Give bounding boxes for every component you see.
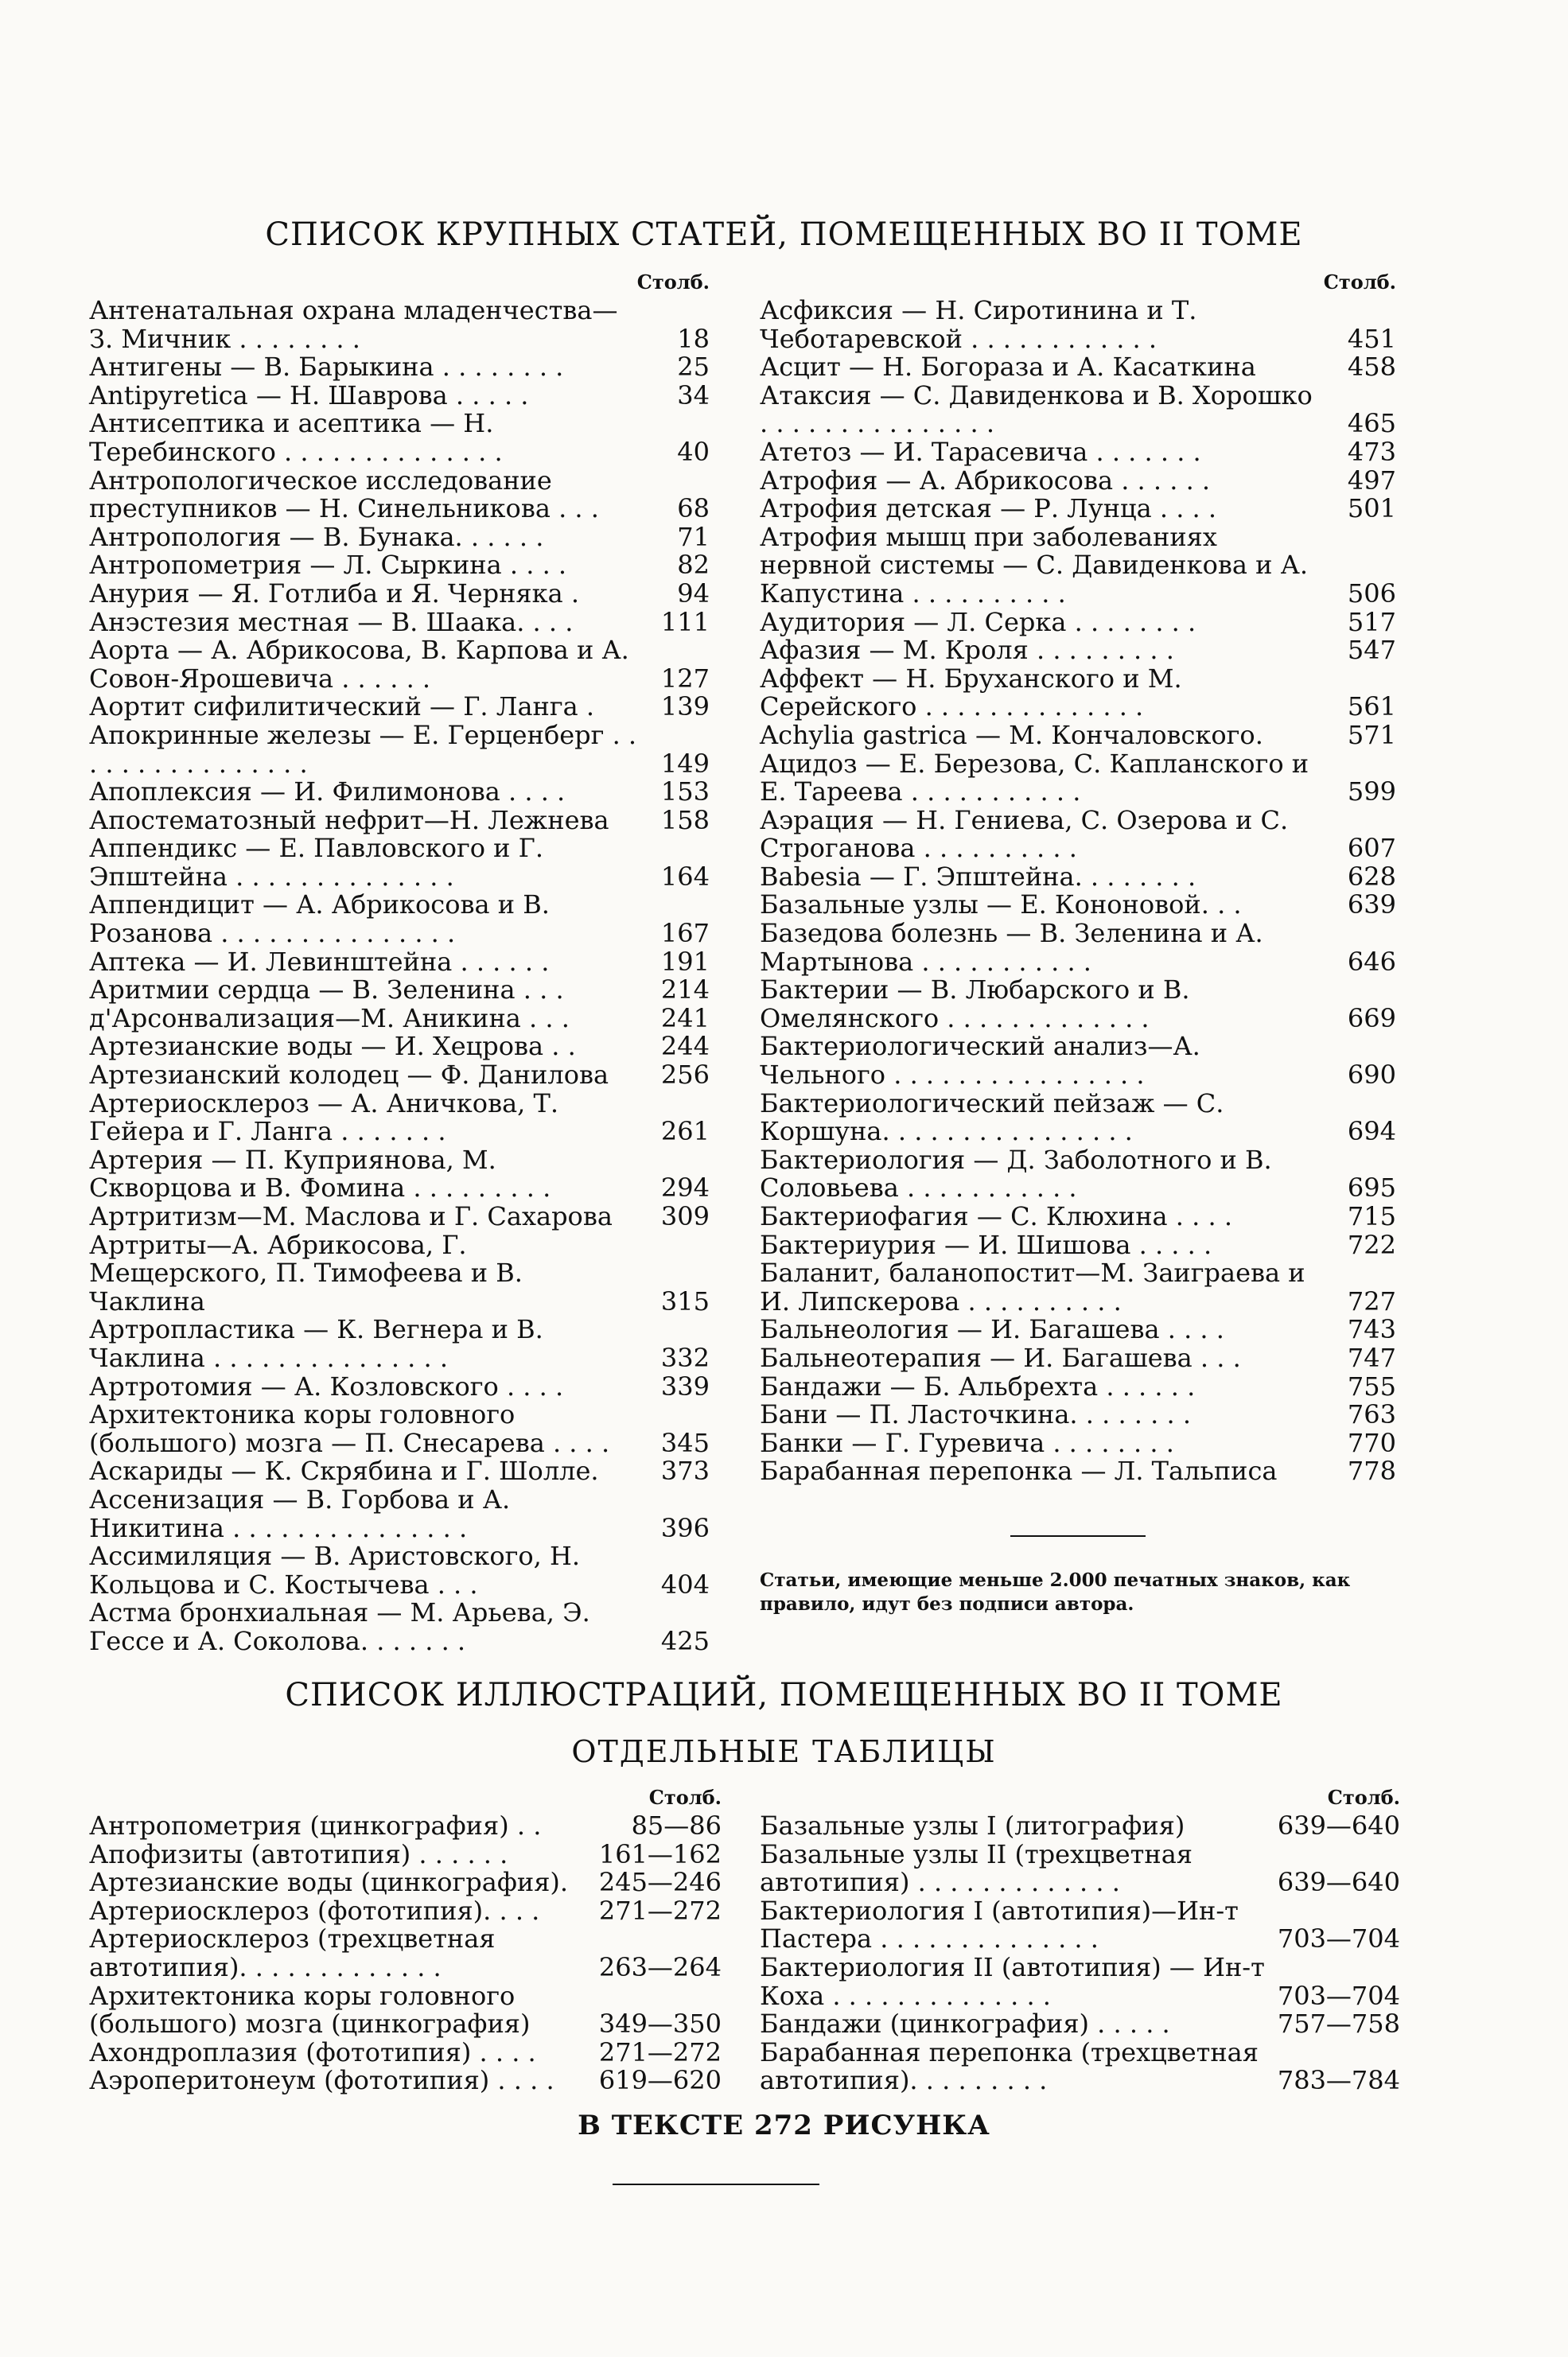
column-number: 639—640 — [1277, 1811, 1400, 1841]
list-item — [89, 297, 710, 353]
column-number: 164 — [660, 861, 710, 892]
entry-title: Бактерии — В. Любарского и В. Омелянского . . . . . . . . . . . . . — [760, 974, 1190, 1033]
list-item — [760, 750, 1396, 807]
list-item — [89, 2067, 722, 2095]
entry-title: Барабанная перепонка (трехцветная автотипия). . . . . . . . . — [760, 2036, 1259, 2096]
list-item — [89, 580, 710, 609]
column-number: 139 — [660, 691, 710, 722]
entry-title: Базальные узлы I (литография) — [760, 1811, 1185, 1841]
entry-title: Артротомия — А. Козловского . . . . — [89, 1371, 564, 1402]
list-item — [89, 1061, 710, 1090]
entry-title: Аритмии сердца — В. Зеленина . . . — [89, 974, 564, 1005]
list-item — [760, 665, 1396, 721]
entry-title: Antipyretica — Н. Шаврова . . . . . — [89, 379, 529, 410]
entry-title: Бактериофагия — С. Клюхина . . . . — [760, 1201, 1232, 1231]
column-number: 82 — [677, 550, 710, 581]
entry-title: Артритизм—М. Маслова и Г. Сахарова — [89, 1201, 613, 1231]
list-item — [89, 1316, 710, 1372]
illustrations-right-column — [760, 1783, 1400, 2095]
entry-title: Бальнеология — И. Багашева . . . . — [760, 1314, 1224, 1345]
list-item — [89, 523, 710, 552]
articles-left-list — [89, 297, 710, 1656]
list-item — [760, 523, 1396, 609]
entry-title: Аортит сифилитический — Г. Ланга . — [89, 691, 595, 722]
list-item — [760, 353, 1396, 382]
list-item — [89, 467, 710, 523]
entry-title: Ацидоз — Е. Березова, С. Капланского и Е. Тареева . . . . . . . . . . . — [760, 748, 1309, 807]
column-number: 161—162 — [598, 1838, 722, 1869]
articles-right-column — [760, 268, 1396, 1486]
entry-title: Банки — Г. Гуревича . . . . . . . . — [760, 1427, 1174, 1458]
list-item — [89, 804, 710, 835]
column-number: 40 — [677, 436, 710, 467]
entry-title: Анэстезия местная — В. Шаака. . . . — [89, 606, 574, 637]
illustrations-left-column — [89, 1783, 722, 2095]
entry-title: Апостематозный нефрит—Н. Лежнева — [89, 804, 609, 835]
entry-title: Атетоз — И. Тарасевича . . . . . . . — [760, 436, 1201, 467]
col-label: Столб. — [636, 270, 710, 294]
list-item — [89, 1203, 710, 1231]
tables-title: ОТДЕЛЬНЫЕ ТАБЛИЦЫ — [571, 1734, 997, 1769]
list-item — [89, 1982, 722, 2039]
entry-title: Антропология — В. Бунака. . . . . . — [89, 521, 544, 552]
entry-title: Атрофия детская — Р. Лунца . . . . — [760, 493, 1217, 524]
entry-title: Артропластика — К. Вегнера и В. Чаклина . . . . . . . . . . . . . . . — [89, 1314, 543, 1373]
column-number: 770 — [1347, 1427, 1396, 1458]
column-number: 715 — [1347, 1201, 1396, 1231]
list-item — [89, 1542, 710, 1599]
entry-title: Афазия — М. Кроля . . . . . . . . . — [760, 635, 1174, 666]
column-number: 639—640 — [1277, 1867, 1400, 1898]
list-item — [89, 1373, 710, 1402]
list-item — [89, 948, 710, 977]
column-number: 571 — [1347, 719, 1396, 750]
entry-title: Артериосклероз (трехцветная автотипия). . . . . . . . . . . . . — [89, 1923, 496, 1982]
list-item — [760, 721, 1396, 750]
entry-title: Бандажи — Б. Альбрехта . . . . . . — [760, 1371, 1196, 1402]
list-item — [89, 891, 710, 947]
articles-left-column — [89, 268, 710, 1656]
column-number: 149 — [660, 748, 710, 779]
list-item — [89, 353, 710, 382]
column-number: 778 — [1347, 1456, 1396, 1487]
list-item — [89, 721, 710, 778]
list-item — [760, 297, 1396, 353]
column-number: 214 — [660, 974, 710, 1005]
entry-title: Аудитория — Л. Серка . . . . . . . . — [760, 606, 1196, 637]
list-item — [760, 1344, 1396, 1373]
illustrations-right-list — [760, 1812, 1400, 2095]
list-item — [760, 1259, 1396, 1316]
col-label: Столб. — [648, 1786, 722, 1809]
entry-title: Артриты—А. Абрикосова, Г. Мещерского, П. Тимофеева и В. Чаклина — [89, 1229, 523, 1317]
list-item — [89, 834, 710, 891]
list-item — [89, 693, 710, 721]
list-item — [89, 606, 710, 637]
column-number: 501 — [1347, 493, 1396, 524]
illustrations-left-list — [89, 1812, 722, 2095]
list-item — [760, 863, 1396, 892]
entry-title: Бани — П. Ласточкина. . . . . . . . — [760, 1399, 1191, 1430]
column-number: 373 — [660, 1456, 710, 1487]
column-number: 425 — [660, 1625, 710, 1656]
entry-title: Баланит, баланопостит—М. Заиграева и И. Липскерова . . . . . . . . . . — [760, 1258, 1305, 1317]
list-item — [89, 379, 710, 410]
entry-title: Аскариды — К. Скрябина и Г. Шолле. — [89, 1456, 599, 1487]
list-item — [89, 976, 710, 1005]
list-item — [760, 1203, 1396, 1231]
column-number: 294 — [660, 1173, 710, 1204]
list-item — [760, 1401, 1396, 1429]
entry-title: д'Арсонвализация—М. Аникина . . . — [89, 1002, 570, 1033]
author-note: Статьи, имеющие меньше 2.000 печатных знаков, как правило, идут без подписи автора. — [760, 1569, 1351, 1615]
column-number: 473 — [1347, 436, 1396, 467]
column-number: 332 — [660, 1342, 710, 1373]
list-item — [89, 636, 710, 693]
col-label: Столб. — [1327, 1786, 1400, 1809]
entry-title: Ассимиляция — В. Аристовского, Н. Кольцова и С. Костычева . . . — [89, 1541, 581, 1600]
entry-title: Анурия — Я. Готлиба и Я. Черняка . — [89, 578, 580, 609]
list-item — [760, 804, 1396, 864]
column-number: 25 — [677, 352, 710, 383]
entry-title: Achylia gastrica — М. Кончаловского. — [760, 719, 1263, 750]
column-number: 241 — [660, 1002, 710, 1033]
entry-title: Бальнеотерапия — И. Багашева . . . — [760, 1342, 1241, 1373]
list-item — [760, 1429, 1396, 1458]
column-number: 561 — [1347, 691, 1396, 722]
column-number: 599 — [1347, 776, 1396, 807]
list-item — [89, 1838, 722, 1869]
list-item — [89, 1033, 710, 1061]
list-item — [760, 976, 1396, 1033]
column-number: 245—246 — [598, 1867, 722, 1898]
list-item — [760, 1457, 1396, 1486]
column-number: 396 — [660, 1512, 710, 1543]
column-number: 244 — [660, 1031, 710, 1062]
column-number: 315 — [660, 1285, 710, 1317]
articles-right-list — [760, 297, 1396, 1486]
column-number: 271—272 — [598, 1895, 722, 1926]
list-item — [760, 2036, 1400, 2096]
column-number: 703—704 — [1277, 1980, 1400, 2011]
entry-title: Базедова болезнь — В. Зеленина и А. Мартынова . . . . . . . . . . . — [760, 918, 1263, 977]
column-number: 127 — [660, 663, 710, 694]
entry-title: Бактериурия — И. Шишова . . . . . — [760, 1229, 1212, 1260]
entry-title: Апоплексия — И. Филимонова . . . . — [89, 776, 566, 807]
list-item — [760, 891, 1396, 920]
column-number: 191 — [660, 946, 710, 977]
column-number: 465 — [1347, 408, 1396, 439]
entry-title: Бактериологический анализ—А. Чельного . . . . . . . . . . . . . . . . — [760, 1031, 1200, 1091]
entry-title: Артезианские воды — И. Хецрова . . — [89, 1031, 576, 1062]
column-number: 111 — [660, 606, 710, 637]
entry-title: Аэрация — Н. Гениева, С. Озерова и С. Строганова . . . . . . . . . . — [760, 804, 1289, 864]
list-item — [89, 778, 710, 807]
column-number: 669 — [1347, 1002, 1396, 1033]
column-number: 694 — [1347, 1116, 1396, 1147]
col-label: Столб. — [1323, 270, 1396, 294]
entry-title: Ахондроплазия (фототипия) . . . . — [89, 2036, 536, 2067]
entry-title: Асфиксия — Н. Сиротинина и Т. Чеботаревской . . . . . . . . . . . . — [760, 295, 1197, 354]
column-number: 639 — [1347, 889, 1396, 920]
articles-title: СПИСОК КРУПНЫХ СТАТЕЙ, ПОМЕЩЕННЫХ ВО II ТОМЕ — [265, 216, 1303, 253]
list-item — [760, 2010, 1400, 2039]
column-number: 271—272 — [598, 2036, 722, 2067]
list-item — [89, 551, 710, 580]
list-item — [89, 1457, 710, 1486]
entry-title: Атрофия — А. Абрикосова . . . . . . — [760, 465, 1211, 496]
column-number: 451 — [1347, 323, 1396, 354]
entry-title: Аэроперитонеум (фототипия) . . . . — [89, 2065, 554, 2096]
list-item — [760, 636, 1396, 665]
list-item — [89, 1812, 722, 1841]
list-item — [89, 1146, 710, 1203]
entry-title: Апокринные железы — Е. Герценберг . . . . . . . . . . . . . . . . — [89, 719, 637, 779]
list-item — [760, 495, 1396, 523]
column-number: 309 — [660, 1201, 710, 1231]
column-number: 547 — [1347, 635, 1396, 666]
entry-title: Архитектоника коры головного (большого) мозга — П. Снесарева . . . . — [89, 1399, 610, 1458]
entry-title: Артериосклероз — А. Аничкова, Т. Гейера и Г. Ланга . . . . . . . — [89, 1087, 559, 1147]
entry-title: Аорта — А. Абрикосова, В. Карпова и А. Совон-Ярошевича . . . . . . — [89, 635, 629, 694]
entry-title: Аппендикс — Е. Павловского и Г. Эпштейна . . . . . . . . . . . . . . — [89, 833, 544, 892]
entry-title: Антисептика и асептика — Н. Теребинского . . . . . . . . . . . . . . — [89, 408, 503, 467]
entry-title: Аффект — Н. Бруханского и М. Серейского . . . . . . . . . . . . . . — [760, 663, 1182, 722]
entry-title: Babesia — Г. Эпштейна. . . . . . . . — [760, 861, 1196, 892]
entry-title: Артезианские воды (цинкография). — [89, 1867, 569, 1898]
column-number: 607 — [1347, 833, 1396, 864]
list-item — [760, 1897, 1400, 1954]
list-item — [89, 1897, 722, 1926]
column-number: 722 — [1347, 1229, 1396, 1260]
entry-title: Базальные узлы — Е. Кононовой. . . — [760, 889, 1242, 920]
entry-title: Аптека — И. Левинштейна . . . . . . — [89, 946, 550, 977]
list-item — [89, 1401, 710, 1457]
column-number: 458 — [1347, 352, 1396, 383]
column-number: 517 — [1347, 606, 1396, 637]
list-item — [89, 1925, 722, 1982]
column-number: 703—704 — [1277, 1923, 1400, 1954]
list-item — [760, 467, 1396, 496]
entry-title: Антигены — В. Барыкина . . . . . . . . — [89, 352, 564, 383]
list-item — [89, 1869, 722, 1897]
list-item — [760, 1033, 1396, 1089]
list-item — [89, 2036, 722, 2067]
entry-title: Бактериологический пейзаж — С. Коршуна. . . . . . . . . . . . . . . . — [760, 1087, 1224, 1147]
list-item — [760, 1231, 1396, 1260]
entry-title: Атаксия — С. Давиденкова и В. Хорошко . . . . . . . . . . . . . . . — [760, 379, 1313, 439]
list-item — [760, 1316, 1396, 1344]
column-number: 757—758 — [1277, 2009, 1400, 2040]
entry-title: Архитектоника коры головного (большого) мозга (цинкография) — [89, 1980, 531, 2040]
list-item — [760, 1838, 1400, 1898]
list-item — [89, 1599, 710, 1655]
entry-title: Базальные узлы II (трехцветная автотипия) . . . . . . . . . . . . . — [760, 1838, 1193, 1898]
column-number: 158 — [660, 804, 710, 835]
list-item — [760, 1812, 1400, 1841]
list-item — [760, 1087, 1396, 1147]
column-number: 743 — [1347, 1314, 1396, 1345]
entry-title: Бактериология II (автотипия) — Ин-т Коха . . . . . . . . . . . . . . — [760, 1951, 1265, 2011]
list-item — [89, 1486, 710, 1542]
column-number: 256 — [660, 1060, 710, 1091]
entry-title: Артезианский колодец — Ф. Данилова — [89, 1060, 609, 1091]
entry-title: Антропометрия (цинкография) . . — [89, 1811, 542, 1841]
column-number: 783—784 — [1277, 2065, 1400, 2096]
column-number: 497 — [1347, 465, 1396, 496]
column-number: 690 — [1347, 1060, 1396, 1091]
column-number: 349—350 — [598, 2009, 722, 2040]
list-item — [89, 1087, 710, 1147]
list-item — [760, 1146, 1396, 1203]
column-number: 755 — [1347, 1371, 1396, 1402]
column-number: 727 — [1347, 1285, 1396, 1317]
column-number: 404 — [660, 1569, 710, 1600]
column-number: 68 — [677, 493, 710, 524]
list-item — [760, 1373, 1396, 1402]
entry-title: Асцит — Н. Богораза и А. Касаткина — [760, 352, 1256, 383]
illustrations-title: СПИСОК ИЛЛЮСТРАЦИЙ, ПОМЕЩЕННЫХ ВО II ТОМЕ — [285, 1677, 1283, 1713]
entry-title: Атрофия мышц при заболеваниях нервной системы — С. Давиденкова и А. Капустина . . . . . . . . . . — [760, 521, 1309, 609]
entry-title: Аппендицит — А. Абрикосова и В. Розанова . . . . . . . . . . . . . . . — [89, 889, 550, 949]
entry-title: Апофизиты (автотипия) . . . . . . — [89, 1838, 508, 1869]
separator-rule — [1010, 1535, 1146, 1537]
entry-title: Артериосклероз (фототипия). . . . — [89, 1895, 540, 1926]
column-number: 153 — [660, 776, 710, 807]
column-number: 695 — [1347, 1173, 1396, 1204]
list-item — [760, 438, 1396, 467]
column-number: 18 — [677, 323, 710, 354]
list-item — [89, 1231, 710, 1317]
list-item — [760, 606, 1396, 637]
entry-title: Барабанная перепонка — Л. Тальписа — [760, 1456, 1278, 1487]
list-item — [89, 410, 710, 466]
column-number: 763 — [1347, 1399, 1396, 1430]
list-item — [760, 920, 1396, 976]
entry-title: Антропометрия — Л. Сыркина . . . . — [89, 550, 567, 581]
bottom-rule — [613, 2184, 819, 2185]
figures-count: В ТЕКСТЕ 272 РИСУНКА — [578, 2110, 990, 2141]
list-item — [760, 1951, 1400, 2011]
column-number: 263—264 — [598, 1951, 722, 1982]
entry-title: Антропологическое исследование преступников — Н. Синельникова . . . — [89, 465, 599, 524]
column-number: 71 — [677, 521, 710, 552]
column-number: 506 — [1347, 578, 1396, 609]
list-item — [760, 379, 1396, 439]
column-number: 619—620 — [598, 2065, 722, 2096]
entry-title: Антенатальная охрана младенчества—З. Мичник . . . . . . . . — [89, 295, 618, 354]
column-number: 261 — [660, 1116, 710, 1147]
column-number: 646 — [1347, 946, 1396, 977]
entry-title: Астма бронхиальная — М. Арьева, Э. Гессе и А. Соколова. . . . . . . — [89, 1597, 590, 1656]
column-number: 339 — [660, 1371, 710, 1402]
column-number: 345 — [660, 1427, 710, 1458]
column-number: 167 — [660, 918, 710, 949]
entry-title: Артерия — П. Куприянова, М. Скворцова и В. Фомина . . . . . . . . . — [89, 1144, 551, 1204]
entry-title: Бандажи (цинкография) . . . . . — [760, 2009, 1170, 2040]
entry-title: Ассенизация — В. Горбова и А. Никитина . . . . . . . . . . . . . . . — [89, 1484, 511, 1543]
column-number: 747 — [1347, 1342, 1396, 1373]
entry-title: Бактериология — Д. Заболотного и В. Соловьева . . . . . . . . . . . — [760, 1144, 1272, 1204]
list-item — [89, 1002, 710, 1033]
column-number: 34 — [677, 379, 710, 410]
column-number: 94 — [677, 578, 710, 609]
column-number: 628 — [1347, 861, 1396, 892]
entry-title: Бактериология I (автотипия)—Ин-т Пастера . . . . . . . . . . . . . . — [760, 1895, 1239, 1954]
column-number: 85—86 — [631, 1811, 722, 1841]
